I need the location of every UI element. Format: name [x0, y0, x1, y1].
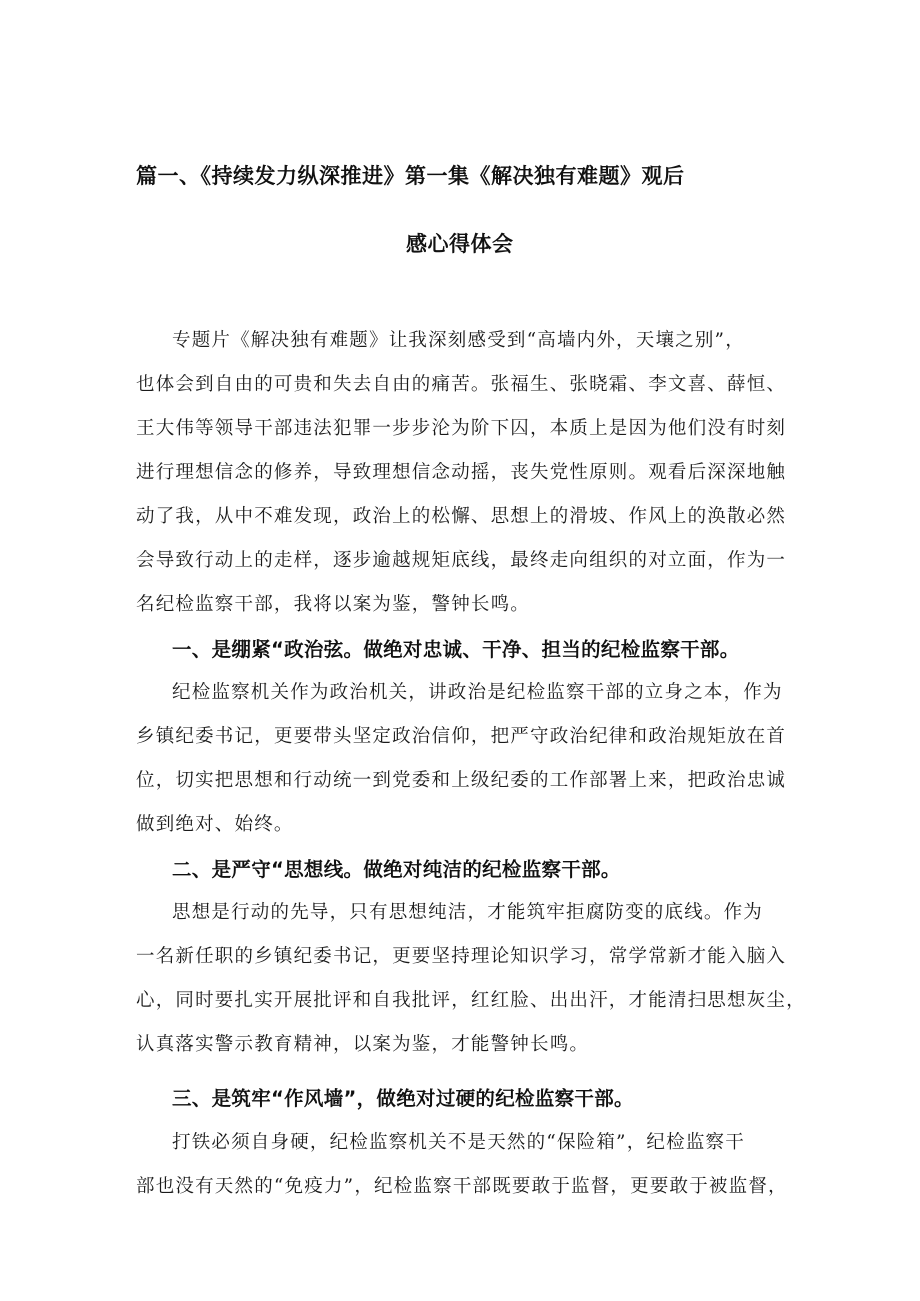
section-3-line: 打铁必须自身硬，纪检监察机关不是天然的“保险箱”，纪检监察干	[172, 1132, 745, 1153]
section-1-line: 位，切实把思想和行动统一到党委和上级纪委的工作部署上来，把政治忠诚	[136, 770, 787, 791]
intro-line: 专题片《解决独有难题》让我深刻感受到“高墙内外，天壤之别”，	[172, 330, 745, 351]
section-3-heading: 三、是筑牢“作风墙”，做绝对过硬的纪检监察干部。	[172, 1087, 634, 1110]
section-1-heading: 一、是绷紧“政治弦。做绝对忠诚、干净、担当的纪检监察干部。	[172, 638, 740, 661]
intro-line: 王大伟等领导干部违法犯罪一步步沦为阶下囚，本质上是因为他们没有时刻	[136, 418, 787, 439]
intro-line: 名纪检监察干部，我将以案为鉴，警钟长鸣。	[136, 594, 531, 615]
document-title-line-2: 感心得体会	[406, 232, 514, 256]
section-1-line: 纪检监察机关作为政治机关，讲政治是纪检监察干部的立身之本，作为	[172, 682, 783, 703]
intro-line: 动了我，从中不难发现，政治上的松懈、思想上的滑坡、作风上的涣散必然	[136, 506, 787, 527]
section-2-line: 心，同时要扎实开展批评和自我批评，红红脸、出出汗，才能清扫思想灰尘，	[136, 990, 806, 1011]
intro-line: 会导致行动上的走样，逐步逾越规矩底线，最终走向组织的对立面，作为一	[136, 550, 787, 571]
section-2-heading: 二、是严守“思想线。做绝对纯洁的纪检监察干部。	[172, 858, 621, 881]
section-1-line: 乡镇纪委书记，更要带头坚定政治信仰，把严守政治纪律和政治规矩放在首	[136, 726, 787, 747]
section-3-line: 部也没有天然的“免疫力”，纪检监察干部既要敢于监督，更要敢于被监督，	[136, 1176, 788, 1197]
section-2-line: 思想是行动的先导，只有思想纯洁，才能筑牢拒腐防变的底线。作为	[172, 902, 764, 923]
document-title-line-1: 篇一、《持续发力纵深推进》第一集《解决独有难题》观后	[136, 164, 685, 188]
intro-line: 也体会到自由的可贵和失去自由的痛苦。张福生、张晓霜、李文喜、薛恒、	[136, 374, 787, 395]
section-2-line: 一名新任职的乡镇纪委书记，更要坚持理论知识学习，常学常新才能入脑入	[136, 946, 787, 967]
intro-line: 进行理想信念的修养，导致理想信念动摇，丧失党性原则。观看后深深地触	[136, 462, 787, 483]
section-2-line: 认真落实警示教育精神，以案为鉴，才能警钟长鸣。	[136, 1034, 590, 1055]
section-1-line: 做到绝对、始终。	[136, 814, 294, 835]
